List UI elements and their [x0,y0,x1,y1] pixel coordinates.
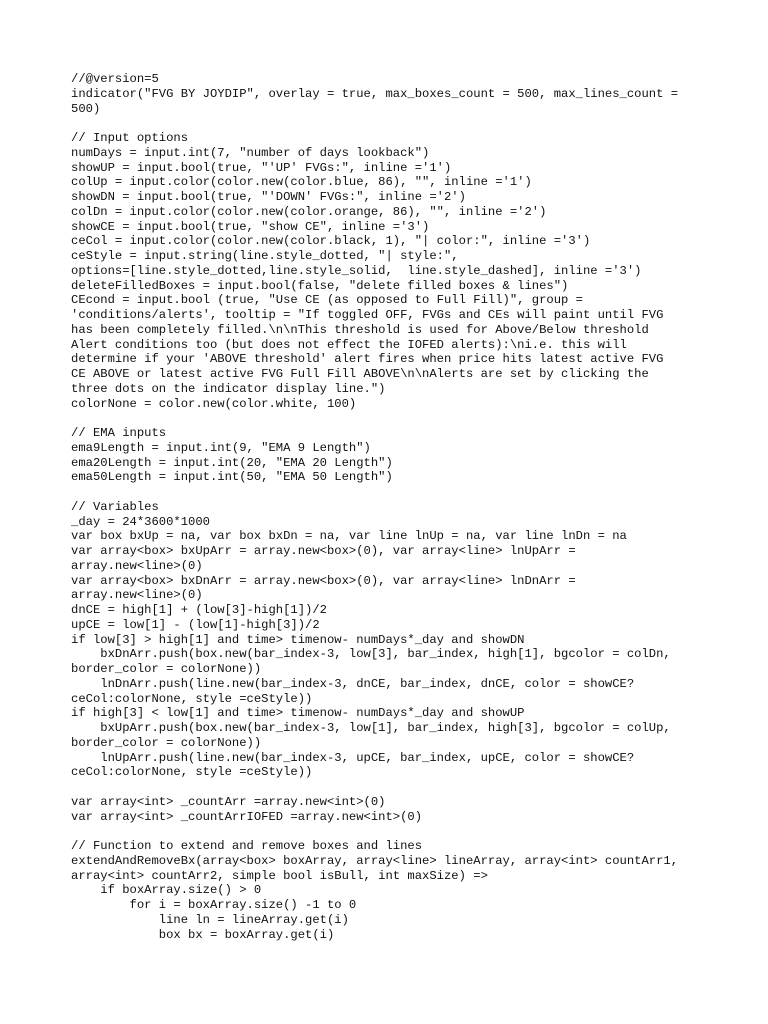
code-line [71,411,711,426]
code-line: colDn = input.color(color.new(color.orange, 86), "", inline ='2') [71,204,547,219]
code-line: deleteFilledBoxes = input.bool(false, "delete filled boxes & lines") [71,278,569,293]
code-line: array<int> countArr2, simple bool isBull, int maxSize) => [71,868,488,883]
code-line: determine if your 'ABOVE threshold' alert fires when price hits latest active FVG [71,352,664,367]
code-line: ceStyle = input.string(line.style_dotted, "| style:", [71,249,459,263]
code-line: _day = 24*3600*1000 [71,514,210,529]
code-line: ema50Length = input.int(50, "EMA 50 Length") [71,470,393,485]
code-listing [71,72,711,942]
code-line: 'conditions/alerts', tooltip = "If toggled OFF, FVGs and CEs will paint until FVG [71,308,664,322]
code-line: showDN = input.bool(true, "'DOWN' FVGs:", inline ='2') [71,190,466,204]
code-line: // Function to extend and remove boxes and lines [71,839,423,853]
code-line: line ln = lineArray.get(i) [71,912,349,927]
code-line: numDays = input.int(7, "number of days lookback") [71,145,430,160]
code-line: options=[line.style_dotted,line.style_solid, line.style_dashed], inline ='3') [71,263,642,278]
code-line: ceCol = input.color(color.new(color.black, 1), "| color:", inline ='3') [71,234,591,249]
code-line: dnCE = high[1] + (low[3]-high[1])/2 [71,603,327,617]
code-line [71,485,711,500]
code-line: if boxArray.size() > 0 [71,883,262,898]
code-line: border_color = colorNone)) [71,735,262,750]
code-line: border_color = colorNone)) [71,662,262,676]
code-line: ema9Length = input.int(9, "EMA 9 Length") [71,440,371,455]
code-line: for i = boxArray.size() -1 to 0 [71,898,357,912]
code-line: var array<int> _countArr =array.new<int>(0) [71,794,386,809]
code-line: has been completely filled.\n\nThis threshold is used for Above/Below threshold [71,322,649,337]
code-line: if high[3] < low[1] and time> timenow- numDays*_day and showUP [71,706,525,721]
code-line [71,824,711,839]
code-line: colorNone = color.new(color.white, 100) [71,396,357,411]
code-line: ceCol:colorNone, style =ceStyle)) [71,765,313,780]
code-line: //@version=5 [71,72,159,86]
code-line: if low[3] > high[1] and time> timenow- numDays*_day and showDN [71,632,525,647]
code-line: var box bxUp = na, var box bxDn = na, var line lnUp = na, var line lnDn = na [71,529,627,544]
code-line: var array<box> bxUpArr = array.new<box>(0), var array<line> lnUpArr = [71,544,576,558]
code-line: showUP = input.bool(true, "'UP' FVGs:", inline ='1') [71,160,452,175]
code-line: var array<int> _countArrIOFED =array.new<int>(0) [71,809,423,824]
code-line: upCE = low[1] - (low[1]-high[3])/2 [71,617,320,632]
code-line [71,116,711,131]
code-line: // EMA inputs [71,426,167,440]
code-line: lnUpArr.push(line.new(bar_index-3, upCE, bar_index, upCE, color = showCE? [71,750,635,765]
code-line: colUp = input.color(color.new(color.blue, 86), "", inline ='1') [71,175,532,190]
code-line: indicator("FVG BY JOYDIP", overlay = true, max_boxes_count = 500, max_lines_count = [71,86,679,101]
code-line: CEcond = input.bool (true, "Use CE (as opposed to Full Fill)", group = [71,293,583,308]
code-line: array.new<line>(0) [71,588,203,603]
code-line: var array<box> bxDnArr = array.new<box>(0), var array<line> lnDnArr = [71,573,576,588]
code-line: box bx = boxArray.get(i) [71,927,335,942]
code-line: bxUpArr.push(box.new(bar_index-3, low[1], bar_index, high[3], bgcolor = colUp, [71,721,671,735]
code-line: ceCol:colorNone, style =ceStyle)) [71,691,313,706]
code-line: three dots on the indicator display line.") [71,381,386,396]
code-line: bxDnArr.push(box.new(bar_index-3, low[3], bar_index, high[1], bgcolor = colDn, [71,647,671,662]
code-line: Alert conditions too (but does not effect the IOFED alerts):\ni.e. this will [71,337,627,352]
code-line: // Input options [71,131,189,145]
code-line: // Variables [71,499,159,514]
code-line: showCE = input.bool(true, "show CE", inline ='3') [71,219,430,234]
code-line: lnDnArr.push(line.new(bar_index-3, dnCE, bar_index, dnCE, color = showCE? [71,676,635,691]
code-line: extendAndRemoveBx(array<box> boxArray, array<line> lineArray, array<int> countArr1, [71,853,679,868]
code-line: CE ABOVE or latest active FVG Full Fill ABOVE\n\nAlerts are set by clicking the [71,367,649,381]
code-line [71,780,711,795]
code-line: 500) [71,101,101,116]
code-line: array.new<line>(0) [71,558,203,573]
code-line: ema20Length = input.int(20, "EMA 20 Length") [71,455,393,470]
